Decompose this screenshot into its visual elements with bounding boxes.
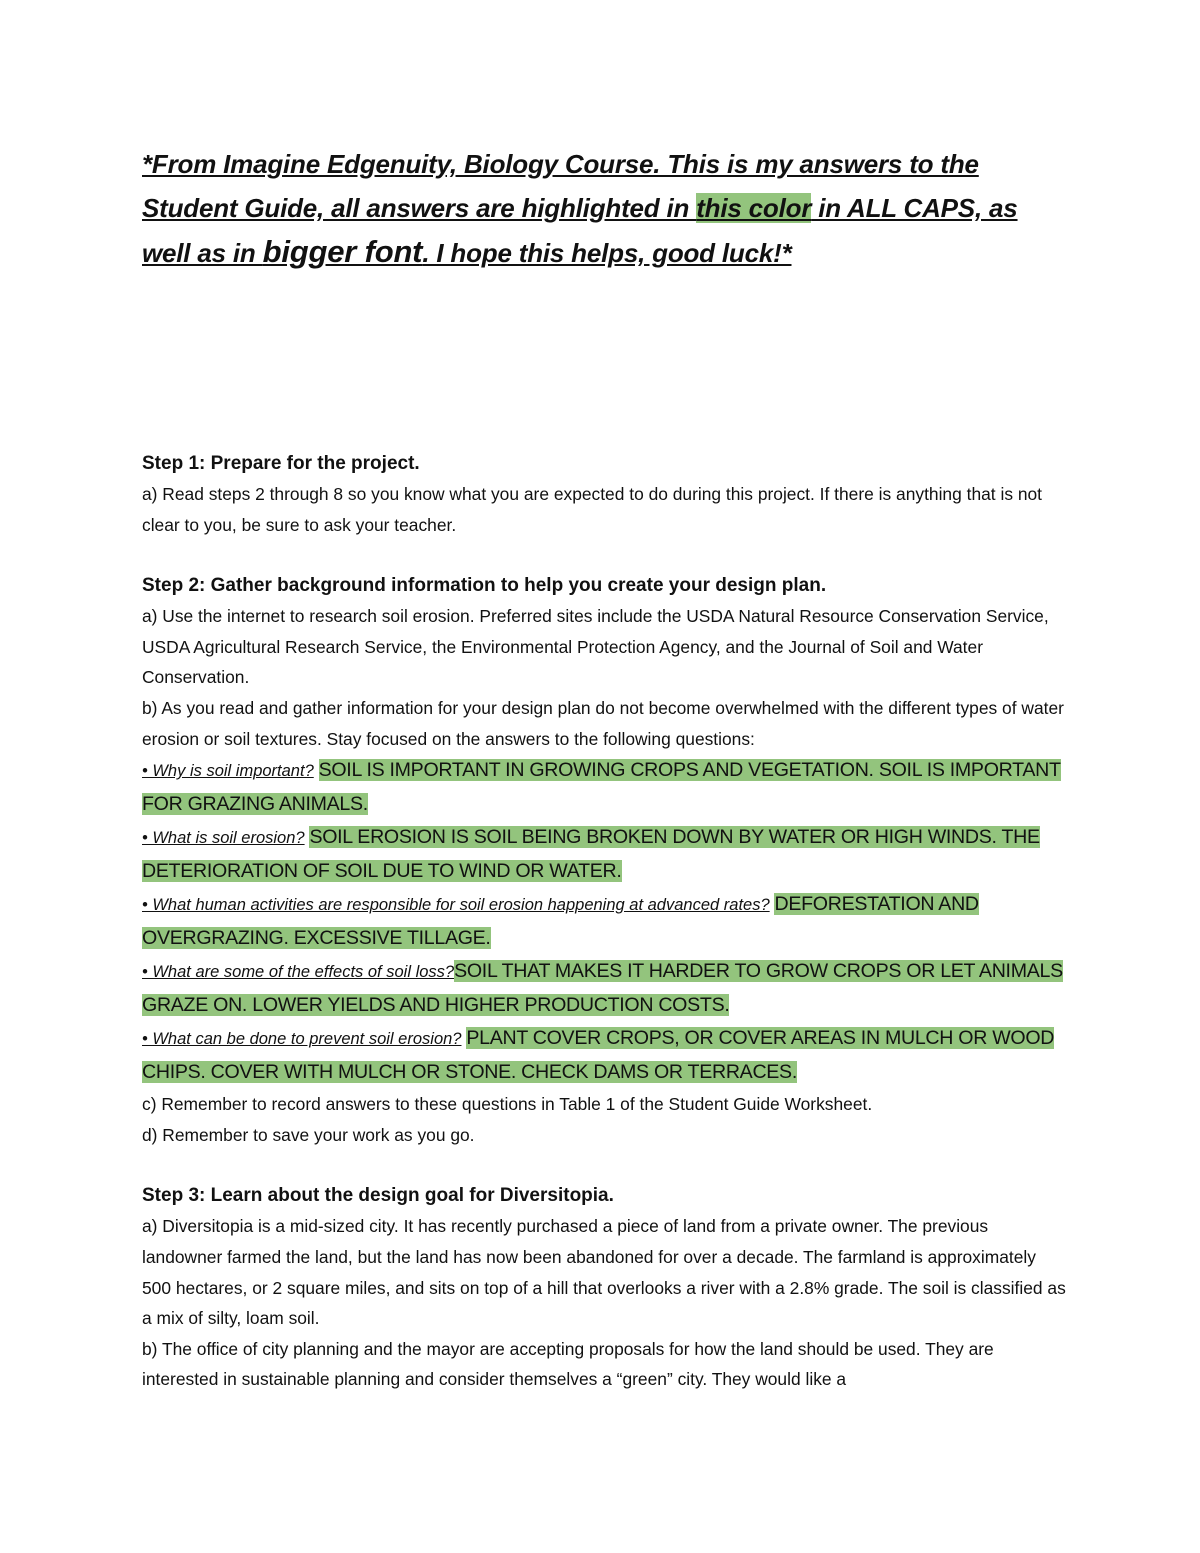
question-label: • What is soil erosion? xyxy=(142,829,305,848)
answer-highlight: PLANT COVER CROPS, OR COVER AREAS IN MULCH OR WOOD CHIPS. COVER WITH MULCH OR STONE. CHECK DAMS OR TERRACES. xyxy=(142,1027,1055,1084)
intro-bigger-font-sample: bigger font xyxy=(262,234,423,269)
answer-highlight: SOIL IS IMPORTANT IN GROWING CROPS AND VEGETATION. SOIL IS IMPORTANT FOR GRAZING ANIMALS. xyxy=(142,759,1061,816)
question-prevent-soil-erosion xyxy=(142,1022,1067,1089)
step-3-title: Step 3: Learn about the design goal for Diversitopia. xyxy=(142,1185,614,1207)
answer-highlight: SOIL THAT MAKES IT HARDER TO GROW CROPS OR LET ANIMALS GRAZE ON. LOWER YIELDS AND HIGHER PRODUCTION COSTS. xyxy=(142,960,1063,1017)
step-2-item-a: a) Use the internet to research soil erosion. Preferred sites include the USDA Natural Resource Conservation Service, USDA Agricultural Research Service, the Environmental Protection Agency, and the Journal of Soil and Water Conservation. xyxy=(142,606,1049,688)
step-2-item-c: c) Remember to record answers to these questions in Table 1 of the Student Guide Worksheet. xyxy=(142,1094,873,1115)
question-what-is-soil-erosion xyxy=(142,821,1067,888)
step-1-title: Step 1: Prepare for the project. xyxy=(142,453,420,474)
intro-note xyxy=(142,142,1062,275)
question-why-soil-important xyxy=(142,754,1067,821)
step-2-item-b: b) As you read and gather information for your design plan do not become overwhelmed with the different types of water erosion or soil textures. Stay focused on the answers to the following questions: xyxy=(142,697,1064,749)
question-human-activities xyxy=(142,888,1067,955)
question-separator xyxy=(314,760,319,780)
answer-highlight: SOIL EROSION IS SOIL BEING BROKEN DOWN BY WATER OR HIGH WINDS. THE DETERIORATION OF SOIL DUE TO WIND OR WATER. xyxy=(142,826,1040,883)
intro-text-2: in ALL CAPS, as well as in xyxy=(142,193,1018,268)
answer-highlight: DEFORESTATION AND OVERGRAZING. EXCESSIVE TILLAGE. xyxy=(142,893,979,950)
intro-highlight-sample: this color xyxy=(696,193,812,223)
question-label: • Why is soil important? xyxy=(142,762,314,781)
question-effects-of-soil-loss xyxy=(142,955,1067,1022)
step-2-item-d: d) Remember to save your work as you go. xyxy=(142,1124,475,1145)
step-3-item-b: b) The office of city planning and the mayor are accepting proposals for how the land should be used. They are interested in sustainable planning and consider themselves a “green” city. They would like a xyxy=(142,1338,994,1390)
intro-text-1: *From Imagine Edgenuity, Biology Course. This is my answers to the Student Guide, all answers are highlighted in xyxy=(142,149,979,223)
intro-text-3: . I hope this helps, good luck!* xyxy=(422,238,792,268)
question-label: • What human activities are responsible for soil erosion happening at advanced rates? xyxy=(142,896,770,915)
step-1-item-a: a) Read steps 2 through 8 so you know what you are expected to do during this project. If there is anything that is not clear to you, be sure to ask your teacher. xyxy=(142,484,1043,535)
question-label: • What can be done to prevent soil erosion? xyxy=(142,1030,462,1049)
question-label: • What are some of the effects of soil loss? xyxy=(142,963,455,982)
step-3-item-a: a) Diversitopia is a mid-sized city. It has recently purchased a piece of land from a private owner. The previous landowner farmed the land, but the land has now been abandoned for over a decade. The farmland is approximately 500 hectares, or 2 square miles, and sits on top of a hill that overlooks a river with a 2.8% grade. The soil is classified as a mix of silty, loam soil. xyxy=(142,1216,1066,1329)
step-2-section xyxy=(142,570,1067,1150)
section-gap xyxy=(142,1150,1067,1180)
step-1-section xyxy=(142,448,1067,540)
section-gap xyxy=(142,540,1067,570)
student-guide-content xyxy=(142,448,1067,1395)
step-3-section xyxy=(142,1180,1067,1395)
step-2-title: Step 2: Gather background information to help you create your design plan. xyxy=(142,575,827,597)
